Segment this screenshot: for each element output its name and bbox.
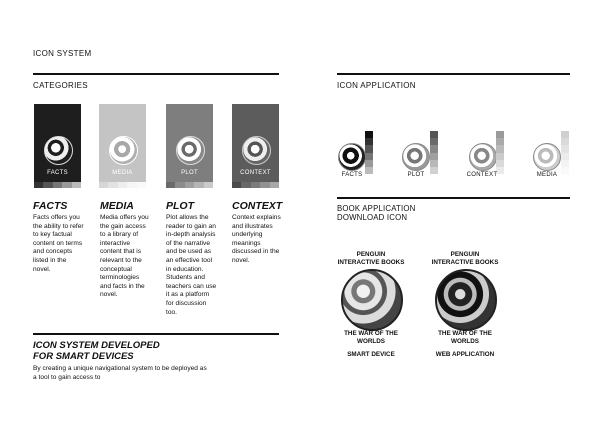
plot-emblem-icon <box>176 136 205 165</box>
smart-devices-body <box>33 365 207 382</box>
heading-line: BOOK APPLICATION <box>337 204 416 213</box>
heading-line: FOR SMART DEVICES <box>33 351 134 362</box>
media-emblem-icon <box>109 136 138 165</box>
category-card-plot[interactable] <box>166 104 213 188</box>
plot-swatch <box>430 131 438 174</box>
book-platform: SMART DEVICE <box>347 351 395 358</box>
app-label: CONTEXT <box>466 172 498 178</box>
heading-line: ICON SYSTEM DEVELOPED <box>33 340 160 351</box>
media-description: Media offers you the gain access to a library of interactive content that is relevant to the conceptual terminologies and facts in the novel. <box>100 214 149 299</box>
publisher-line: INTERACTIVE BOOKS <box>337 259 405 266</box>
category-card-facts[interactable] <box>34 104 81 188</box>
context-description: Context explains and illustrates underlying meanings discussed in the novel. <box>232 214 281 264</box>
body-line: By creating a unique navigational system to be deployed as <box>33 365 207 372</box>
book-title <box>331 330 411 346</box>
card-label: PLOT <box>181 170 198 176</box>
context-emblem-icon <box>242 136 271 165</box>
plot-description: Plot allows the reader to gain an in-depth analysis of the narrative and be used as an effective tool in education. Students and teachers can use it as a platform for discussion too. <box>166 214 217 316</box>
book-application-heading <box>337 204 415 222</box>
title-line: THE WAR OF THE <box>438 330 492 337</box>
facts-swatch <box>365 131 373 174</box>
plot-title: PLOT <box>166 200 194 212</box>
smart-devices-heading <box>33 340 160 362</box>
facts-emblem-icon <box>44 136 73 165</box>
card-label: MEDIA <box>112 170 133 176</box>
media-title: MEDIA <box>100 200 134 212</box>
divider <box>33 333 279 335</box>
app-label: MEDIA <box>536 172 558 178</box>
facts-description: Facts offers you the ability to refer to key factual content on terms and concepts listed in the novel. <box>33 214 84 273</box>
context-swatch <box>496 131 504 174</box>
app-label: PLOT <box>407 172 425 178</box>
smart-device-book-icon[interactable] <box>341 269 403 331</box>
book-publisher <box>425 251 505 267</box>
heading-line: DOWNLOAD ICON <box>337 213 408 222</box>
body-line: a tool to gain access to <box>33 373 101 381</box>
divider <box>33 73 279 75</box>
book-publisher <box>331 251 411 267</box>
category-card-media[interactable] <box>99 104 146 188</box>
context-app-icon[interactable] <box>469 143 497 171</box>
category-card-context[interactable] <box>232 104 279 188</box>
color-strip <box>99 182 146 188</box>
title-line: WORLDS <box>451 338 479 345</box>
card-label: CONTEXT <box>240 170 271 176</box>
media-app-icon[interactable] <box>533 143 561 171</box>
icon-application-heading: ICON APPLICATION <box>337 81 416 90</box>
book-title <box>425 330 505 346</box>
facts-title: FACTS <box>33 200 68 212</box>
publisher-line: PENGUIN <box>450 251 480 258</box>
media-swatch <box>561 131 569 174</box>
publisher-line: INTERACTIVE BOOKS <box>431 259 499 266</box>
title-line: WORLDS <box>357 338 385 345</box>
context-title: CONTEXT <box>232 200 283 212</box>
plot-app-icon[interactable] <box>402 143 430 171</box>
divider <box>337 73 570 75</box>
book-platform: WEB APPLICATION <box>435 351 495 358</box>
page-title: ICON SYSTEM <box>33 49 92 58</box>
web-application-book-icon[interactable] <box>435 269 497 331</box>
card-label: FACTS <box>47 170 68 176</box>
title-line: THE WAR OF THE <box>344 330 398 337</box>
app-label: FACTS <box>341 172 363 178</box>
divider <box>337 197 570 199</box>
publisher-line: PENGUIN <box>356 251 386 258</box>
categories-heading: CATEGORIES <box>33 81 88 90</box>
color-strip <box>34 182 81 188</box>
color-strip <box>166 182 213 188</box>
facts-app-icon[interactable] <box>338 143 366 171</box>
color-strip <box>232 182 279 188</box>
